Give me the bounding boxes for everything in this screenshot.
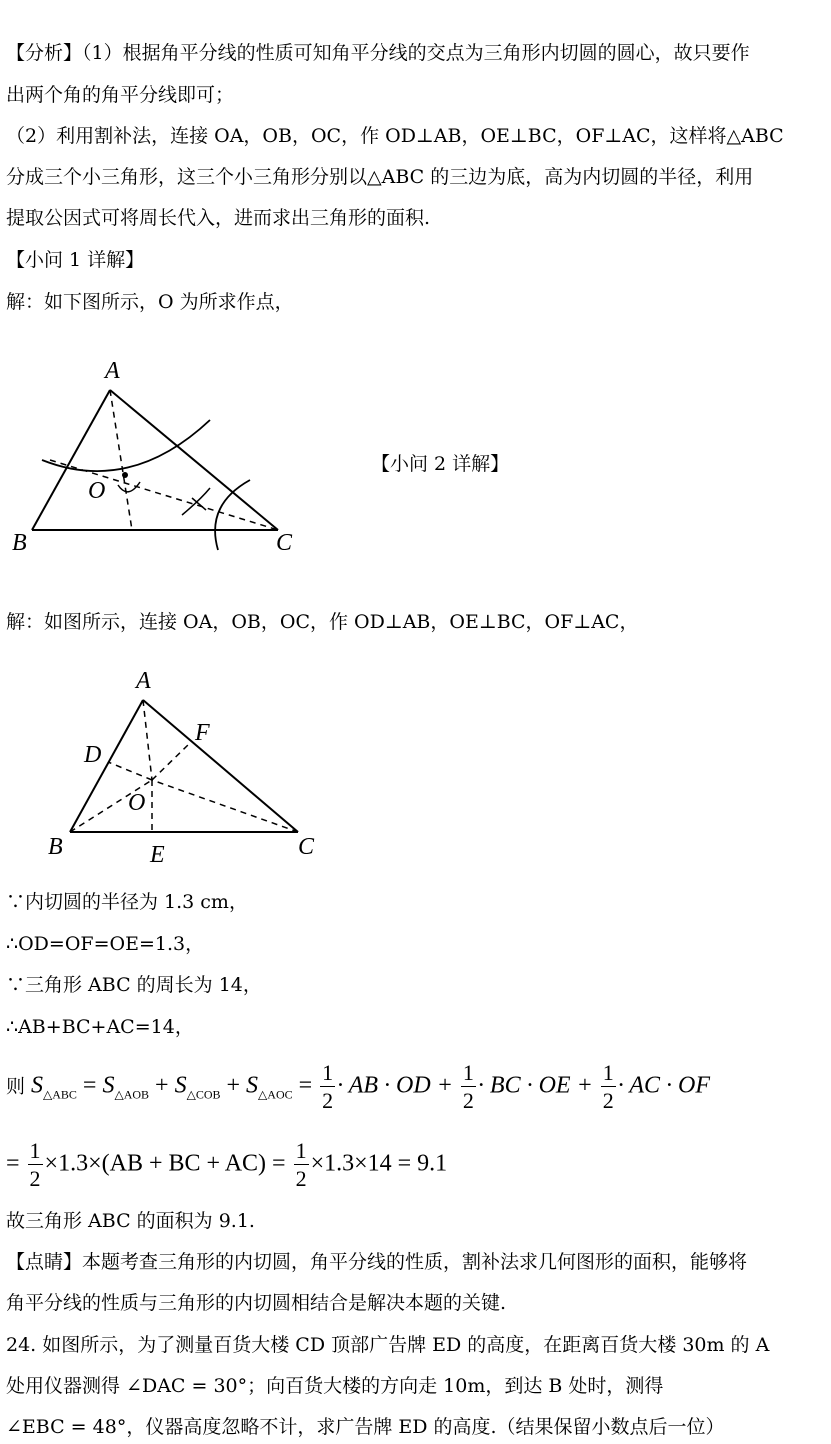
q2-figure — [40, 660, 340, 875]
q2-label-d: D — [84, 742, 102, 768]
q2-step-1: ∵内切圆的半径为 1.3 cm， — [6, 891, 248, 913]
q2-label-f: F — [195, 720, 210, 746]
q1-side-ac — [110, 390, 278, 530]
q1-label-a: A — [105, 358, 120, 384]
analysis-line-2: 出两个角的角平分线即可； — [6, 84, 235, 106]
q2-step-3: ∵三角形 ABC 的周长为 14， — [6, 974, 262, 996]
q2-segment-od — [108, 762, 152, 780]
problem24-line-1: 24. 如图所示，为了测量百货大楼 CD 顶部广告牌 ED 的高度，在距离百货大楼 30m 的 A — [6, 1334, 770, 1356]
q2-segment-of — [152, 743, 190, 780]
q2-segment-oc — [152, 780, 298, 832]
q2-step-2: ∴OD=OF=OE=1.3， — [6, 933, 205, 955]
q1-bisector-c — [50, 460, 278, 530]
q2-conclusion: 故三角形 ABC 的面积为 9.1. — [6, 1210, 255, 1232]
q1-point-o — [122, 472, 128, 478]
q2-label-o: O — [128, 790, 146, 816]
q2-label-a: A — [136, 668, 151, 694]
q1-heading: 【小问 1 详解】 — [6, 249, 145, 271]
q2-step-4: ∴AB+BC+AC=14， — [6, 1016, 194, 1038]
q1-arc-a — [42, 420, 210, 471]
q1-arc-c — [215, 480, 250, 550]
q1-label-c: C — [276, 530, 293, 556]
q1-solution: 解：如下图所示，O 为所求作点， — [6, 291, 294, 313]
comment-line-1: 【点睛】本题考查三角形的内切圆，角平分线的性质，割补法求几何图形的面积，能够将 — [6, 1251, 748, 1273]
q2-label-b: B — [48, 834, 63, 860]
q2-label-c: C — [298, 834, 315, 860]
q2-solution: 解：如图所示，连接 OA，OB，OC，作 OD⊥AB，OE⊥BC，OF⊥AC， — [6, 611, 639, 633]
problem24-line-3: ∠EBC = 48°，仪器高度忽略不计，求广告牌 ED 的高度.（结果保留小数点后一位） — [6, 1416, 725, 1438]
analysis-line-5: 提取公因式可将周长代入，进而求出三角形的面积. — [6, 207, 431, 229]
q1-bisector-a — [110, 390, 132, 530]
q2-heading: 【小问 2 详解】 — [371, 453, 510, 475]
q2-side-ac — [143, 700, 298, 832]
q1-label-b: B — [12, 530, 27, 556]
q2-segment-oa — [143, 700, 152, 780]
analysis-line-3: （2）利用割补法，连接 OA，OB，OC，作 OD⊥AB，OE⊥BC，OF⊥AC，这样将△ABC — [6, 125, 784, 147]
q2-label-e: E — [150, 842, 165, 868]
comment-line-2: 角平分线的性质与三角形的内切圆相结合是解决本题的关键. — [6, 1292, 507, 1314]
equation-area-sum: 则 $S_{\triangle ABC} = S_{\triangle AOB} + S_{\triangle COB} + S_{\triangle AOC}$ = $\frac{1}{2}$ · AB · OD + $\frac{1}{2}$ · BC · OE + $\frac{1}{2}$ · AC · OF — [6, 1060, 711, 1113]
analysis-line-1: 【分析】（1）根据角平分线的性质可知角平分线的交点为三角形内切圆的圆心，故只要作 — [6, 42, 750, 64]
q1-figure — [10, 350, 310, 560]
equation-area-result: = $\frac{1}{2}$ ×1.3×(AB + BC + AC) = $\frac{1}{2}$ ×1.3×14 = 9.1 — [6, 1138, 448, 1191]
problem24-line-2: 处用仪器测得 ∠DAC = 30°；向百货大楼的方向走 10m，到达 B 处时，测得 — [6, 1375, 664, 1397]
q1-label-o: O — [88, 478, 106, 504]
analysis-line-4: 分成三个小三角形，这三个小三角形分别以△ABC 的三边为底，高为内切圆的半径，利用 — [6, 166, 754, 188]
